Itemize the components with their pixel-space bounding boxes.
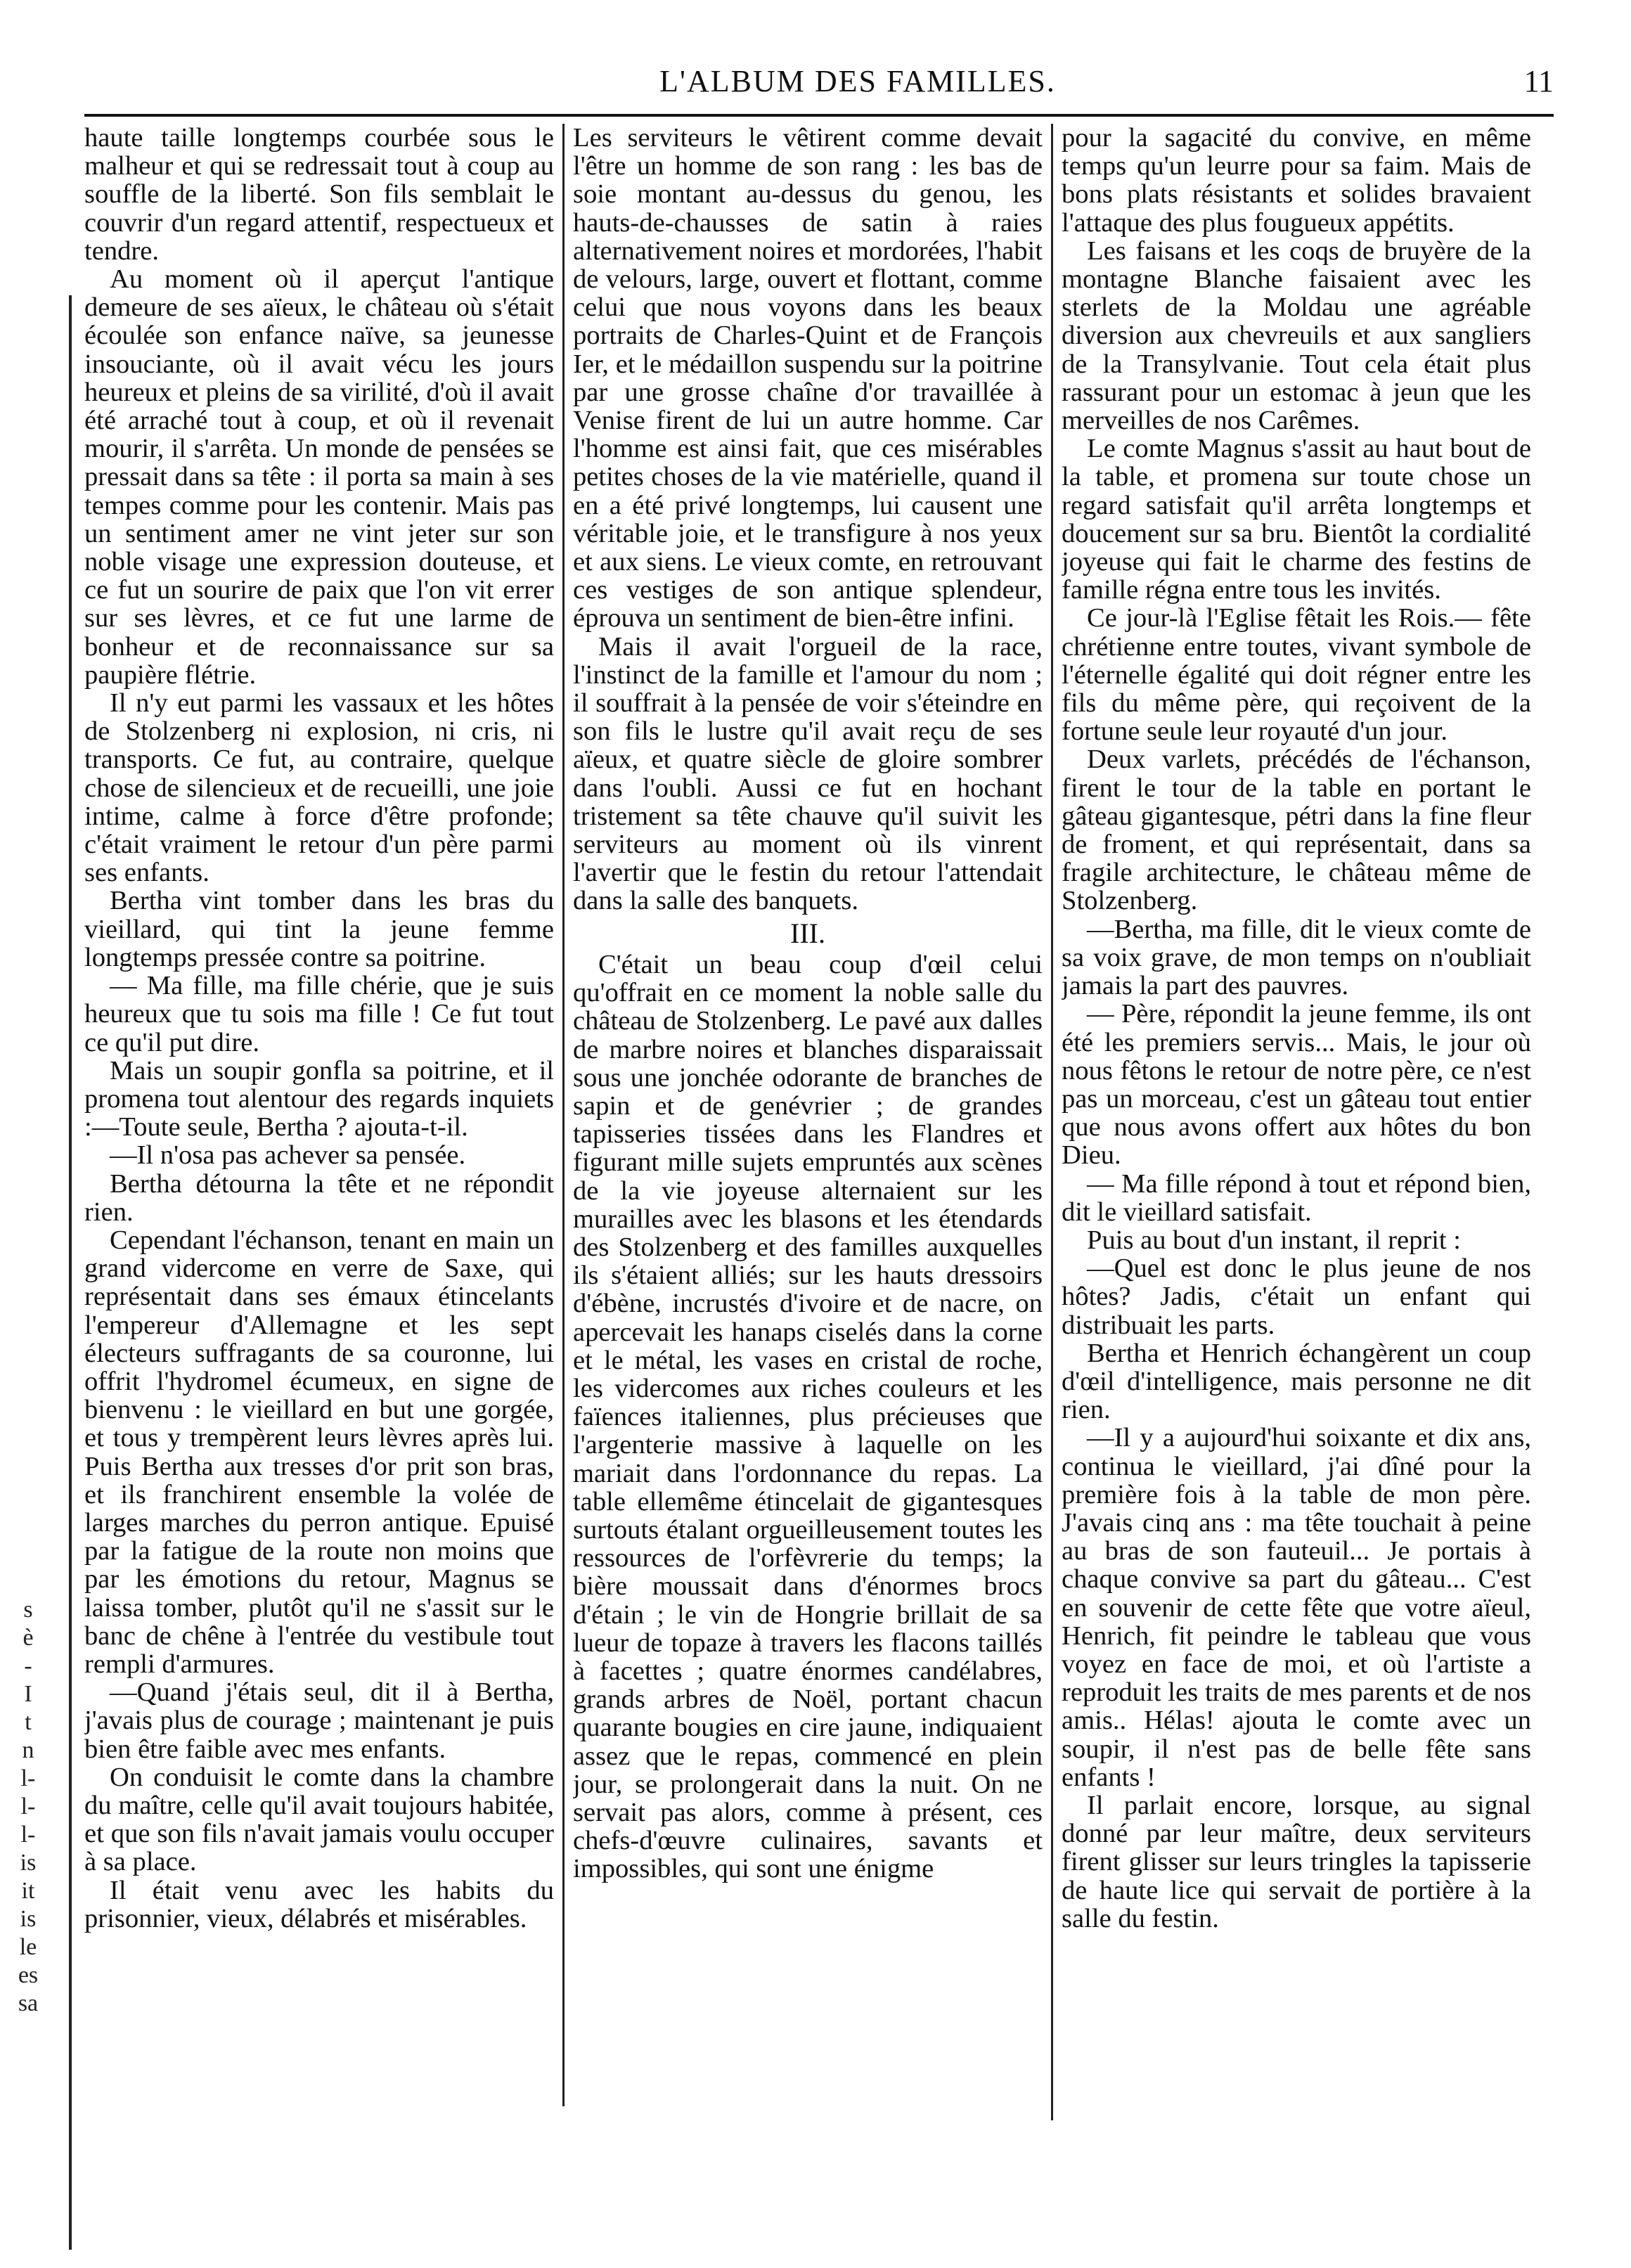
- margin-fragment: t: [25, 1709, 32, 1735]
- margin-fragment: l-: [20, 1793, 36, 1819]
- margin-fragment: n: [22, 1737, 34, 1763]
- paragraph: Mais un soupir gonfla sa poitrine, et il promena tout alentour des regards inquiets :—Toute seule, Bertha ? ajouta-t-il.: [84, 1055, 554, 1142]
- margin-fragment: l-: [20, 1765, 36, 1791]
- paragraph: On conduisit le comte dans la chambre du maître, celle qu'il avait toujours habitée, et que son fils n'avait jamais voulu occuper à sa place.: [84, 1762, 554, 1877]
- margin-bleed-text: [0, 1596, 56, 2018]
- paragraph: Il était venu avec les habits du prisonnier, vieux, délabrés et misérables.: [84, 1875, 554, 1933]
- page-header: [84, 63, 1561, 112]
- paragraph: Deux varlets, précédés de l'échanson, firent le tour de la table en portant le gâteau gigantesque, pétri dans la fine fleur de froment, et qui représentait, dans sa fragile architecture, le château même de Stolzenberg.: [1062, 745, 1531, 916]
- binding-rule: [69, 295, 72, 2250]
- paragraph: Il parlait encore, lorsque, au signal donné par leur maître, deux serviteurs firent glisser sur leurs tringles la tapisserie de haute lice qui servait de portière à la salle du festin.: [1062, 1790, 1531, 1933]
- text-column-1: [84, 124, 554, 2198]
- text-column-2: [573, 124, 1043, 2198]
- margin-fragment: it: [21, 1878, 35, 1904]
- margin-fragment: le: [19, 1934, 37, 1960]
- paragraph: haute taille longtemps courbée sous le malheur et qui se redressait tout à coup au souffle de la liberté. Son fils semblait le couvrir d'un regard attentif, respectueux et tendre.: [84, 124, 554, 266]
- paragraph: —Quel est donc le plus jeune de nos hôtes? Jadis, c'était un enfant qui distribuait les parts.: [1062, 1254, 1531, 1340]
- paragraph: Bertha vint tomber dans les bras du vieillard, qui tint la jeune femme longtemps pressée contre sa poitrine.: [84, 886, 554, 972]
- paragraph: Cependant l'échanson, tenant en main un grand vidercome en verre de Saxe, qui représentait dans ses émaux étincelants l'empereur d'Allemagne et les sept électeurs suffragants de sa couronne, lui offrit l'hydromel écumeux, en signe de bienvenu : le vieillard en but une gorgée, et tous y trempèrent leurs lèvres après lui. Puis Bertha aux tresses d'or prit son bras, et ils franchirent ensemble la volée de larges marches du perron antique. Epuisé par la fatigue de la route non moins que par les émotions du retour, Magnus se laissa tomber, plutôt qu'il ne s'assit sur le banc de chêne à l'entrée du vestibule tout rempli d'armures.: [84, 1225, 554, 1679]
- paragraph: Il n'y eut parmi les vassaux et les hôtes de Stolzenberg ni explosion, ni cris, ni transports. Ce fut, au contraire, quelque chose de silencieux et de recueilli, une joie intime, calme à force d'être profonde; c'était vraiment le retour d'un père parmi ses enfants.: [84, 688, 554, 888]
- margin-fragment: is: [20, 1906, 37, 1932]
- paragraph: —Quand j'étais seul, dit il à Bertha, j'avais plus de courage ; maintenant je puis bien être faible avec mes enfants.: [84, 1677, 554, 1764]
- margin-fragment: -: [24, 1653, 32, 1679]
- paragraph: —Il y a aujourd'hui soixante et dix ans, continua le vieillard, j'ai dîné pour la première fois à la table de mon père. J'avais cinq ans : ma tête touchait à peine au bras de son fauteuil... Je portais à chaque convive sa part du gâteau... C'est en souvenir de cette fête que votre aïeul, Henrich, fit peindre le tableau que vous voyez en face de moi, et où l'artiste a reproduit les traits de mes parents et de nos amis.. Hélas! ajouta le comte avec un soupir, il n'est pas de belle fête sans enfants !: [1062, 1423, 1531, 1792]
- margin-fragment: I: [24, 1681, 32, 1707]
- margin-fragment: è: [22, 1625, 34, 1651]
- paragraph: —Il n'osa pas achever sa pensée.: [110, 1140, 466, 1171]
- header-rule: [84, 114, 1554, 117]
- paragraph: Le comte Magnus s'assit au haut bout de la table, et promena sur toute chose un regard satisfait qu'il arrêta longtemps et doucement sur sa bru. Bientôt la cordialité joyeuse qui fait le charme des festins de famille régna entre tous les invités.: [1062, 434, 1531, 605]
- section-heading: III.: [790, 917, 825, 949]
- running-title: L'ALBUM DES FAMILLES.: [659, 64, 1056, 98]
- paragraph: Bertha et Henrich échangèrent un coup d'œil d'intelligence, mais personne ne dit rien.: [1062, 1338, 1531, 1425]
- paragraph: Au moment où il aperçut l'antique demeure de ses aïeux, le château où s'était écoulée son enfance naïve, sa jeunesse insouciante, où il avait vécu les jours heureux et pleins de sa virilité, d'où il avait été arraché tout à coup, et où il revenait mourir, il s'arrêta. Un monde de pensées se pressait dans sa tête : il porta sa main à ses tempes comme pour les contenir. Mais pas un sentiment amer ne vint jeter sur son noble visage une expression douteuse, et ce fut un sourire de paix que l'on vit errer sur ses lèvres, et ce fut une larme de bonheur et de reconnaissance sur sa paupière flétrie.: [84, 264, 554, 690]
- paragraph: Les serviteurs le vêtirent comme devait l'être un homme de son rang : les bas de soie montant au-dessus du genou, les hauts-de-chausses de satin à raies alternativement noires et mordorées, l'habit de velours, large, ouvert et flottant, comme celui que nous voyons dans les beaux portraits de Charles-Quint et de François Ier, et le médaillon suspendu sur la poitrine par une grosse chaîne d'or travaillée à Venise firent de lui un autre homme. Car l'homme est ainsi fait, que ces misérables petites choses de la vie matérielle, quand il en a été privé longtemps, lui causent une véritable joie, et le transfigure à nos yeux et aux siens. Le vieux comte, en retrouvant ces vestiges de son antique splendeur, éprouva un sentiment de bien-être infini.: [573, 124, 1043, 633]
- paragraph: Mais il avait l'orgueil de la race, l'instinct de la famille et l'amour du nom ; il souffrait à la pensée de voir s'éteindre en son fils le lustre qu'il avait reçu de ses aïeux, et quatre siècle de gloire sombrer dans l'oubli. Aussi ce fut en hochant tristement sa tête chauve qu'il suivit les serviteurs au moment où ils vinrent l'avertir que le festin du retour l'attendait dans la salle des banquets.: [573, 631, 1043, 916]
- column-rule-2: [1051, 124, 1053, 2120]
- margin-fragment: l-: [20, 1822, 36, 1848]
- margin-fragment: is: [20, 1850, 37, 1876]
- page-number: 11: [1523, 64, 1554, 98]
- paragraph: — Ma fille répond à tout et répond bien, dit le vieillard satisfait.: [1062, 1168, 1531, 1227]
- margin-fragment: es: [18, 1962, 39, 1988]
- paragraph: —Bertha, ma fille, dit le vieux comte de sa voix grave, de mon temps on n'oubliait jamais la part des pauvres.: [1062, 914, 1531, 1001]
- margin-fragment: sa: [18, 1990, 39, 2016]
- column-rule-1: [562, 124, 565, 2106]
- paragraph: pour la sagacité du convive, en même temps qu'un leurre pour sa faim. Mais de bons plats résistants et solides bravaient l'attaque des plus fougueux appétits.: [1062, 124, 1531, 238]
- text-column-3: [1062, 124, 1531, 2198]
- paragraph: — Ma fille, ma fille chérie, que je suis heureux que tu sois ma fille ! Ce fut tout ce qu'il put dire.: [84, 971, 554, 1057]
- margin-fragment: s: [23, 1597, 33, 1623]
- paragraph: Ce jour-là l'Eglise fêtait les Rois.— fête chrétienne entre toutes, vivant symbole de l'éternelle égalité qui doit régner entre les fils du même père, qui reçoivent de la fortune seule leur royauté d'un jour.: [1062, 603, 1531, 747]
- paragraph: Bertha détourna la tête et ne répondit rien.: [84, 1168, 554, 1227]
- paragraph: C'était un beau coup d'œil celui qu'offrait en ce moment la noble salle du château de Stolzenberg. Le pavé aux dalles de marbre noires et blanches disparaissait sous une jonchée odorante de branches de sapin et de genévrier ; de grandes tapisseries tissées dans les Flandres et figurant mille sujets empruntés aux scènes de la vie joyeuse alternaient sur les murailles avec les blasons et les étendards des Stolzenberg et des familles auxquelles ils s'étaient alliés; sur les hauts dressoirs d'ébène, incrustés d'ivoire et de nacre, on apercevait les hanaps ciselés dans la corne et le métal, les vases en cristal de roche, les vidercomes aux riches couleurs et les faïences italiennes, plus précieuses que l'argenterie massive à laquelle on les mariait dans l'ordonnance du repas. La table ellemême étincelait de gigantesques surtouts étalant orgueilleusement toutes les ressources de l'orfèvrerie du temps; la bière moussait dans d'énormes brocs d'étain ; le vin de Hongrie brillait de sa lueur de topaze à travers les flacons taillés à facettes ; quatre énormes candélabres, grands arbres de Noël, portant chacun quarante bougies en cire jaune, indiquaient assez que le repas, commencé en plein jour, se prolongerait dans la nuit. On ne servait pas alors, comme à présent, ces chefs-d'œuvre culinaires, savants et impossibles, qui sont une énigme: [573, 949, 1043, 1884]
- paragraph: Les faisans et les coqs de bruyère de la montagne Blanche faisaient avec les sterlets de la Moldau une agréable diversion aux chevreuils et aux sangliers de la Transylvanie. Tout cela était plus rassurant pour un estomac à jeun que les merveilles de nos Carêmes.: [1062, 236, 1531, 436]
- paragraph: — Père, répondit la jeune femme, ils ont été les premiers servis... Mais, le jour où nous fêtons le retour de notre père, ce n'est pas un morceau, c'est un gâteau tout entier que nous avons offert aux hôtes du bon Dieu.: [1062, 999, 1531, 1171]
- paragraph: Puis au bout d'un instant, il reprit :: [1087, 1225, 1462, 1255]
